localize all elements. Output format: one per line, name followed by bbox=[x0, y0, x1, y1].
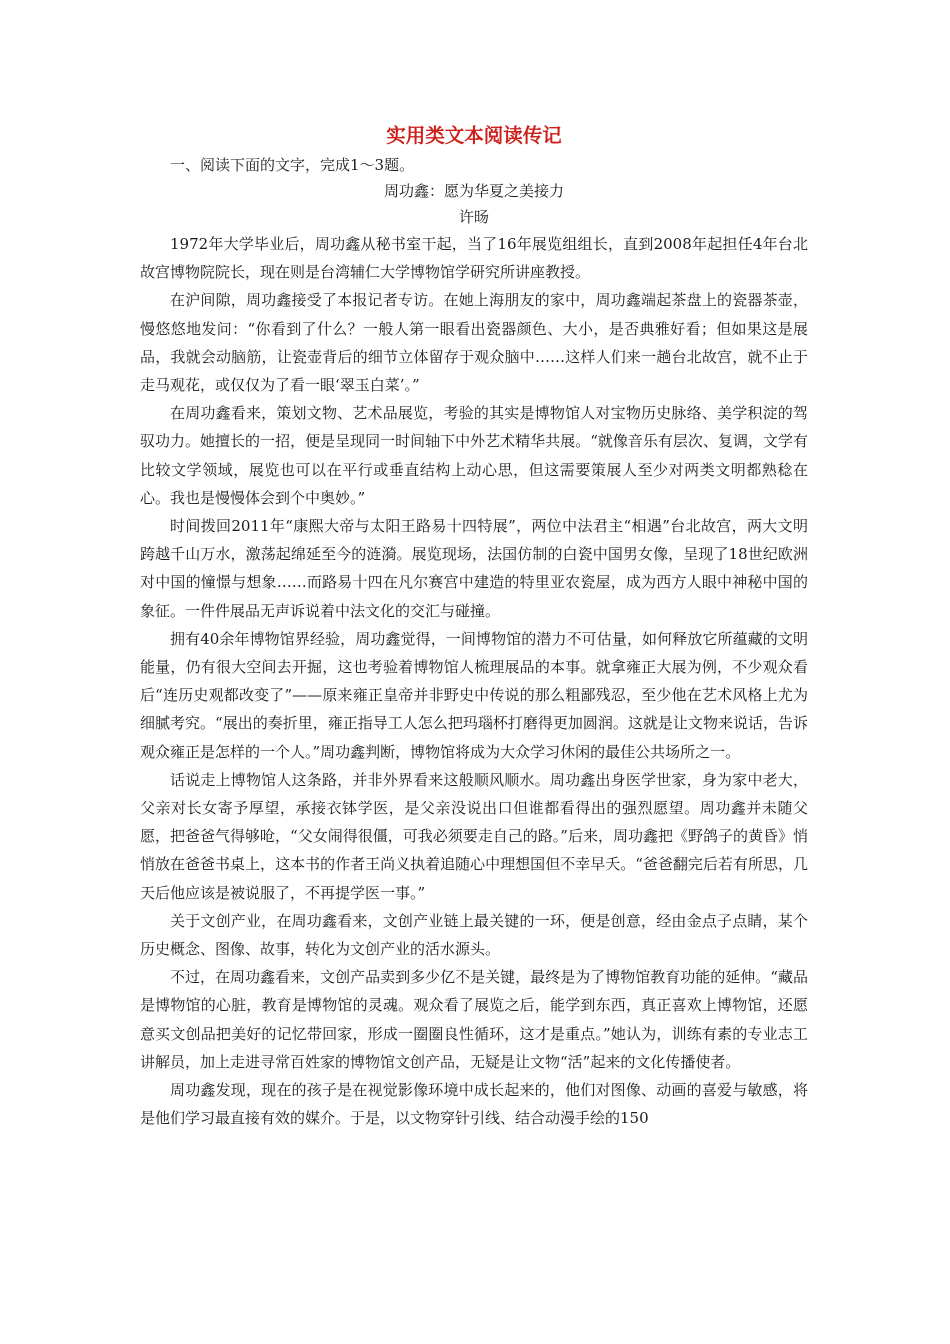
article-author: 许旸 bbox=[458, 208, 489, 226]
paragraph-5: 拥有40余年博物馆界经验，周功鑫觉得，一间博物馆的潜力不可估量，如何释放它所蕴藏的文明能量，仍有很大空间去开掘，这也考验着博物馆人梳理展品的本事。就拿雍正大展为例，不少观众看后“连历史观都改变了”——原来雍正皇帝并非野史中传说的那么粗鄙残忍，至少他在艺术风格上尤为细腻考究。“展出的奏折里，雍正指导工人怎么把玛瑙杯打磨得更加圆润。这就是让文物来说话，告诉观众雍正是怎样的一个人。”周功鑫判断，博物馆将成为大众学习休闲的最佳公共场所之一。 bbox=[140, 629, 808, 761]
paragraph-8: 不过，在周功鑫看来，文创产品卖到多少亿不是关键，最终是为了博物馆教育功能的延伸。“藏品是博物馆的心脏，教育是博物馆的灵魂。观众看了展览之后，能学到东西，真正喜欢上博物馆，还愿意买文创品把美好的记忆带回家，形成一圈圈良性循环，这才是重点。”她认为，训练有素的专业志工讲解员，加上走进寻常百姓家的博物馆文创产品，无疑是让文物“活”起来的文化传播使者。 bbox=[140, 968, 808, 1071]
paragraph-9: 周功鑫发现，现在的孩子是在视觉影像环境中成长起来的，他们对图像、动画的喜爱与敏感，将是他们学习最直接有效的媒介。于是，以文物穿针引线、结合动漫手绘的150 bbox=[140, 1081, 808, 1128]
paragraph-7: 关于文创产业，在周功鑫看来，文创产业链上最关键的一环，便是创意，经由金点子点睛，某个历史概念、图像、故事，转化为文创产业的活水源头。 bbox=[140, 911, 808, 959]
paragraph-3: 在周功鑫看来，策划文物、艺术品展览，考验的其实是博物馆人对宝物历史脉络、美学积淀的驾驭功力。她擅长的一招，便是呈现同一时间轴下中外艺术精华共展。“就像音乐有层次、复调，文学有比较文学领域，展览也可以在平行或垂直结构上动心思，但这需要策展人至少对两类文明都熟稔在心。我也是慢慢体会到个中奥妙。” bbox=[140, 404, 808, 507]
document-page bbox=[140, 120, 808, 1133]
document-title: 实用类文本阅读传记 bbox=[386, 124, 562, 147]
paragraph-4: 时间拨回2011年“康熙大帝与太阳王路易十四特展”，两位中法君主“相遇”台北故宫，两大文明跨越千山万水，激荡起绵延至今的涟漪。展览现场，法国仿制的白瓷中国男女像，呈现了18世纪欧洲对中国的憧憬与想象……而路易十四在凡尔赛宫中建造的特里亚农瓷屋，成为西方人眼中神秘中国的象征。一件件展品无声诉说着中法文化的交汇与碰撞。 bbox=[140, 517, 808, 620]
paragraph-1: 1972年大学毕业后，周功鑫从秘书室干起，当了16年展览组组长，直到2008年起担任4年台北故宫博物院院长，现在则是台湾辅仁大学博物馆学研究所讲座教授。 bbox=[140, 235, 808, 282]
article-title: 周功鑫：愿为华夏之美接力 bbox=[383, 182, 564, 200]
paragraph-6: 话说走上博物馆人这条路，并非外界看来这般顺风顺水。周功鑫出身医学世家，身为家中老大，父亲对长女寄予厚望，承接衣钵学医，是父亲没说出口但谁都看得出的强烈愿望。周功鑫并未随父愿，把爸爸气得够呛，“父女闹得很僵，可我必须要走自己的路。”后来，周功鑫把《野鸽子的黄昏》悄悄放在爸爸书桌上，这本书的作者王尚义执着追随心中理想国但不幸早夭。“爸爸翻完后若有所思，几天后他应该是被说服了，不再提学医一事。” bbox=[140, 770, 808, 902]
paragraph-2: 在沪间隙，周功鑫接受了本报记者专访。在她上海朋友的家中，周功鑫端起茶盘上的瓷器茶壶，慢悠悠地发问：“你看到了什么？一般人第一眼看出瓷器颜色、大小，是否典雅好看；但如果这是展品，我就会动脑筋，让瓷壶背后的细节立体留存于观众脑中……这样人们来一趟台北故宫，就不止于走马观花，或仅仅为了看一眼‘翠玉白菜’。” bbox=[140, 291, 808, 395]
question-instruction: 一、阅读下面的文字，完成1～3题。 bbox=[170, 156, 415, 174]
